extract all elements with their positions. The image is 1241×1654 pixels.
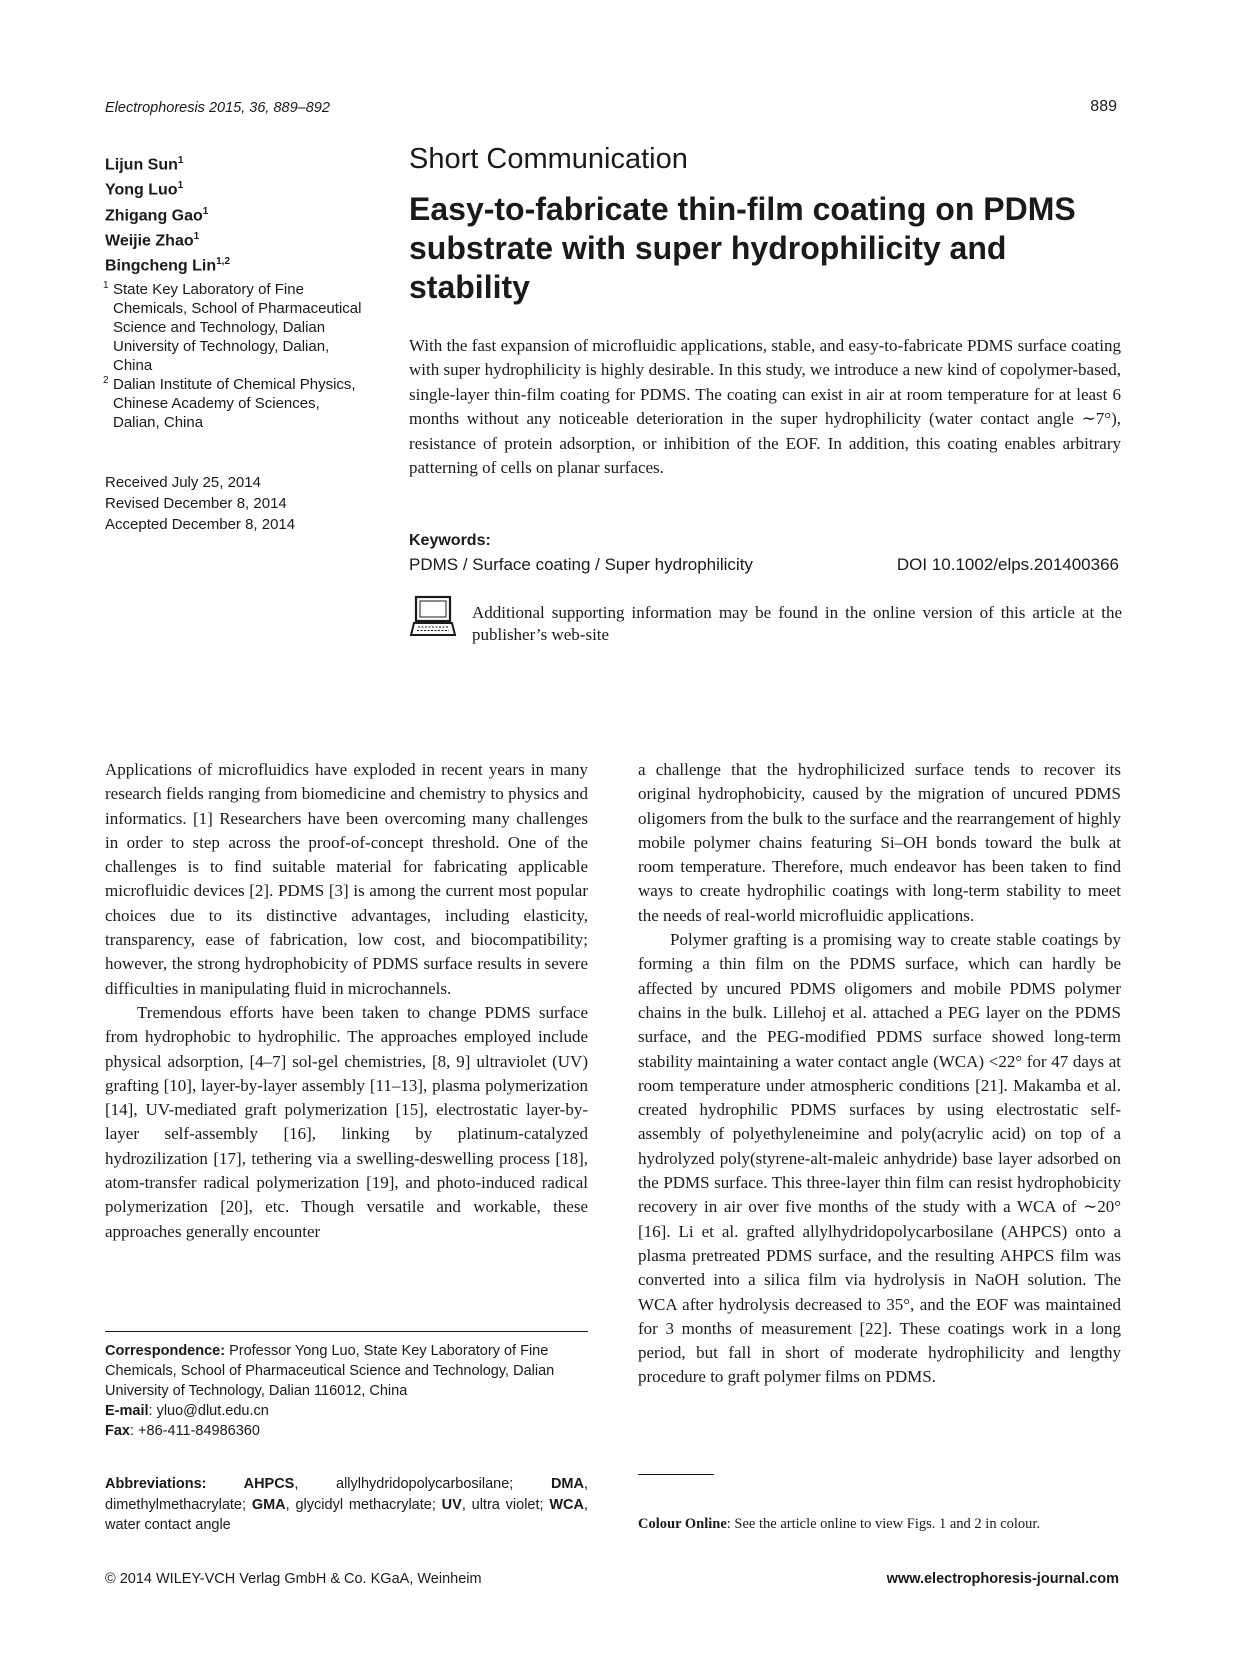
article-title: Easy-to-fabricate thin-film coating on PDMS substrate with super hydrophilicity and stability bbox=[409, 191, 1076, 305]
correspondence bbox=[105, 1341, 588, 1441]
fax-label: Fax bbox=[105, 1423, 130, 1439]
keywords: PDMS / Surface coating / Super hydrophilicity bbox=[409, 555, 753, 574]
author: Bingcheng Lin$^{1,2}$ bbox=[105, 256, 231, 275]
affiliations bbox=[105, 280, 365, 432]
colour-online-label: Colour Online bbox=[638, 1516, 727, 1532]
revised-date: Revised December 8, 2014 bbox=[105, 495, 287, 512]
journal-name: Electrophoresis bbox=[105, 100, 205, 116]
abstract: With the fast expansion of microfluidic applications, stable, and easy-to-fabricate PDMS surface coating with super hydrophilicity is highly desirable. In this study, we introduce a new kind of copolymer-based, single-layer thin-film coating for PDMS. The coating can exist in air at room temperature for at least 6 months without any noticeable deterioration in the super hydrophilicity (water contact angle ∼7°), resistance of protein adsorption, or inhibition of the EOF. In addition, this coating enables arbitrary patterning of cells on planar surfaces. bbox=[409, 336, 1121, 478]
doi[interactable]: DOI 10.1002/elps.201400366 bbox=[896, 555, 1119, 574]
body-column-right bbox=[638, 758, 1121, 1390]
paragraph: Tremendous efforts have been taken to change PDMS surface from hydrophobic to hydrophilic. The approaches employed include physical adsorption, [4–7] sol-gel chemistries, [8, 9] ultraviolet (UV) grafting [10], layer-by-layer assembly [11–13], plasma polymerization [14], UV-mediated graft polymerization [15], electrostatic layer-by-layer self-assembly [16], linking by platinum-catalyzed hydrozilization [17], tethering via a swelling-deswelling process [18], atom-transfer radical polymerization [19], and photo-induced radical polymerization [20], etc. Though versatile and workable, these approaches generally encounter bbox=[105, 1002, 588, 1241]
accepted-date: Accepted December 8, 2014 bbox=[105, 516, 296, 533]
author: Lijun Sun$^1$ bbox=[105, 155, 184, 174]
affiliation: 1 State Key Laboratory of Fine Chemicals, School of Pharmaceutical Science and Technology, Dalian University of Technology, Dalian, China bbox=[103, 280, 362, 374]
correspondence-text: Professor Yong Luo, State Key Laboratory of Fine Chemicals, School of Pharmaceutical Science and Technology, Dalian University of Technology, Dalian 116012, China bbox=[105, 1343, 555, 1399]
section-type: Short Communication bbox=[409, 143, 688, 175]
page-number: 889 bbox=[1090, 98, 1117, 115]
author: Weijie Zhao$^1$ bbox=[105, 230, 200, 250]
keywords-label: Keywords: bbox=[409, 532, 491, 549]
email[interactable]: : yluo@dlut.edu.cn bbox=[148, 1403, 269, 1419]
colour-online-note bbox=[638, 1516, 1040, 1533]
author: Zhigang Gao$^1$ bbox=[105, 205, 209, 224]
body-column-left bbox=[105, 758, 588, 1244]
fax: : +86-411-84986360 bbox=[130, 1423, 260, 1439]
author: Yong Luo$^1$ bbox=[105, 180, 184, 199]
article-dates bbox=[105, 472, 295, 535]
journal-website-link[interactable]: www.electrophoresis-journal.com bbox=[886, 1571, 1119, 1587]
footnote-divider bbox=[638, 1474, 714, 1475]
colour-online-text: : See the article online to view Figs. 1 and 2 in colour. bbox=[726, 1516, 1041, 1532]
author-list bbox=[105, 150, 230, 277]
journal-pages: , 889–892 bbox=[265, 100, 330, 116]
journal-year: 2015, bbox=[204, 100, 250, 116]
affiliation: 2 Dalian Institute of Chemical Physics, Chinese Academy of Sciences, Dalian, China bbox=[103, 375, 356, 431]
laptop-icon bbox=[410, 595, 456, 639]
correspondence-label: Correspondence: bbox=[105, 1343, 226, 1359]
abbreviations-label: Abbreviations: bbox=[105, 1476, 244, 1492]
paragraph: a challenge that the hydrophilicized surface tends to recover its original hydrophobicity, caused by the migration of uncured PDMS oligomers from the bulk to the surface and the rearrangement of highly mobile polymer chains featuring Si–OH bonds toward the bulk at room temperature. Therefore, much endeavor has been taken to find ways to create hydrophilic coatings with long-term stability to meet the needs of real-world microfluidic applications. bbox=[638, 760, 1121, 925]
abbreviations: Abbreviations: AHPCS, allylhydridopolycarbosilane; DMA, dimethylmethacrylate; GMA, glycidyl methacrylate; UV, ultra violet; WCA, water contact angle bbox=[105, 1476, 588, 1533]
copyright: © 2014 WILEY-VCH Verlag GmbH & Co. KGaA, Weinheim bbox=[105, 1571, 482, 1587]
footnote-divider bbox=[105, 1331, 588, 1332]
journal-volume: 36 bbox=[249, 100, 266, 116]
supplementary-info: Additional supporting information may be found in the online version of this article at the publisher’s web-site bbox=[472, 603, 1122, 644]
email-label: E-mail bbox=[105, 1403, 149, 1419]
running-head bbox=[105, 100, 330, 116]
paragraph: Polymer grafting is a promising way to create stable coatings by forming a thin film on the PDMS surface, which can hardly be affected by uncured PDMS oligomers and mobile PDMS polymer chains in the bulk. Lillehoj et al. attached a PEG layer on the PDMS surface, and the PEG-modified PDMS surface showed long-term stability maintaining a water contact angle (WCA) <22° for 47 days at room temperature under atmospheric conditions [21]. Makamba et al. created hydrophilic PDMS surfaces by using electrostatic self-assembly of polyethyleneimine and poly(acrylic acid) on top of a hydrolyzed poly(styrene-alt-maleic anhydride) base layer adsorbed on the PDMS surface. This three-layer thin film can resist hydrophobicity recovery in air over five months of the study with a WCA of ∼20° [16]. Li et al. grafted allylhydridopolycarbosilane (AHPCS) onto a plasma pretreated PDMS surface, and the resulting AHPCS film was converted into a silica film via hydrolysis in NaOH solution. The WCA after hydrolysis decreased to 35°, and the EOF was maintained for 3 months of measurement [22]. These coatings work in a long period, but fall in short of moderate hydrophilicity and lengthy procedure to graft polymer films on PDMS. bbox=[638, 930, 1121, 1387]
paragraph: Applications of microfluidics have exploded in recent years in many research fields ranging from biomedicine and chemistry to physics and informatics. [1] Researchers have been overcoming many challenges in order to step across the proof-of-concept threshold. One of the challenges is to find suitable material for fabricating applicable microfluidic devices [2]. PDMS [3] is among the current most popular choices due to its distinctive advantages, including elasticity, transparency, ease of fabrication, low cost, and biocompatibility; however, the strong hydrophobicity of PDMS surface results in severe difficulties in manipulating fluid in microchannels. bbox=[105, 760, 588, 998]
received-date: Received July 25, 2014 bbox=[105, 474, 261, 491]
